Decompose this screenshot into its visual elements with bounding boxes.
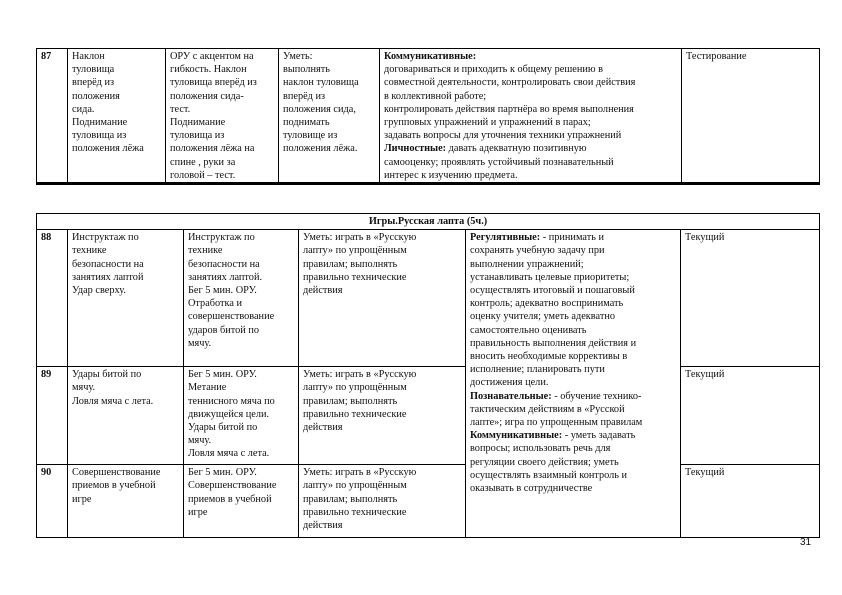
table-row-87 [37,49,820,184]
uud-label-communicative: Коммуникативные: [470,430,563,442]
lesson-table-top [36,48,820,185]
lesson-content: Бег 5 мин. ОРУ. Метание теннисного мяча по движущейся цели. Удары битой по мячу. Ловля мяча с лета. [184,367,299,465]
table-row-88 [37,230,820,367]
uud-label-personal: Личностные: [384,143,447,155]
lesson-topic: Удары битой по мячу. Ловля мяча с лета. [68,367,184,465]
lesson-number: 89 [37,367,68,465]
lesson-uud: Коммуникативные: договариваться и приходить к общему решению в совместной деятельности, контролировать свои действия в коллективной работе; контролировать действия партнёра во время выполнения групповых упражнений и упражнений в парах; задавать вопросы для уточнения техники упражнений Личностные: давать адекватную позитивную самооценку; проявлять устойчивый познавательный интерес к изучению предмета. [380,49,682,184]
lesson-content: Инструктаж по технике безопасности на занятиях лаптой. Бег 5 мин. ОРУ. Отработка и совершенствование ударов битой по мячу. [184,230,299,367]
lesson-number: 87 [37,49,68,184]
uud-label-regulatory: Регулятивные: [470,232,541,244]
lesson-topic: Инструктаж по технике безопасности на занятиях лаптой Удар сверху. [68,230,184,367]
lesson-skills: Уметь: играть в «Русскую лапту» по упрощённым правилам; выполнять правильно технические действия [299,465,466,538]
lesson-number: 90 [37,465,68,538]
lesson-topic: Совершенствование приемов в учебной игре [68,465,184,538]
lesson-control-type: Текущий [681,230,820,367]
table-row-89 [37,367,820,465]
lesson-uud-merged: Регулятивные: - принимать и сохранять учебную задачу при выполнении упражнений; устанавливать целевые приоритеты; осуществлять итоговый и пошаговый контроль; адекватно воспринимать оценку учителя; уметь адекватно самостоятельно оценивать правильность выполнения действия и вносить необходимые коррективы в исполнение; планировать пути достижения цели. Познавательные: - обучение технико- тактическим действиям в «Русской лапте»; игра по упрощенным правилам Коммуникативные: - уметь задавать вопросы; использовать речь для регуляции своего действия; уметь осуществлять взаимный контроль и оказывать в сотрудничестве [466,230,681,538]
lesson-number: 88 [37,230,68,367]
lesson-table-bottom [36,213,820,538]
lesson-content: Бег 5 мин. ОРУ. Совершенствование приемов в учебной игре [184,465,299,538]
lesson-control-type: Текущий [681,367,820,465]
lesson-skills: Уметь: выполнять наклон туловища вперёд из положения сида, поднимать туловище из положения лёжа. [279,49,380,184]
section-heading-row [37,214,820,230]
section-title: Игры.Русская лапта (5ч.) [37,214,820,230]
lesson-topic: Наклон туловища вперёд из положения сида. Поднимание туловища из положения лёжа [68,49,166,184]
lesson-control-type: Тестирование [682,49,820,184]
lesson-skills: Уметь: играть в «Русскую лапту» по упрощённым правилам; выполнять правильно технические действия [299,367,466,465]
lesson-control-type: Текущий [681,465,820,538]
page-number: 31 [800,537,812,548]
uud-label-communicative: Коммуникативные: [384,51,477,62]
uud-label-cognitive: Познавательные: [470,390,552,402]
lesson-content: ОРУ с акцентом на гибкость. Наклон туловища вперёд из положения сида- тест. Поднимание туловища из положения лёжа на спине , руки за головой – тест. [166,49,279,184]
table-row-90 [37,465,820,538]
lesson-skills: Уметь: играть в «Русскую лапту» по упрощённым правилам; выполнять правильно технические действия [299,230,466,367]
